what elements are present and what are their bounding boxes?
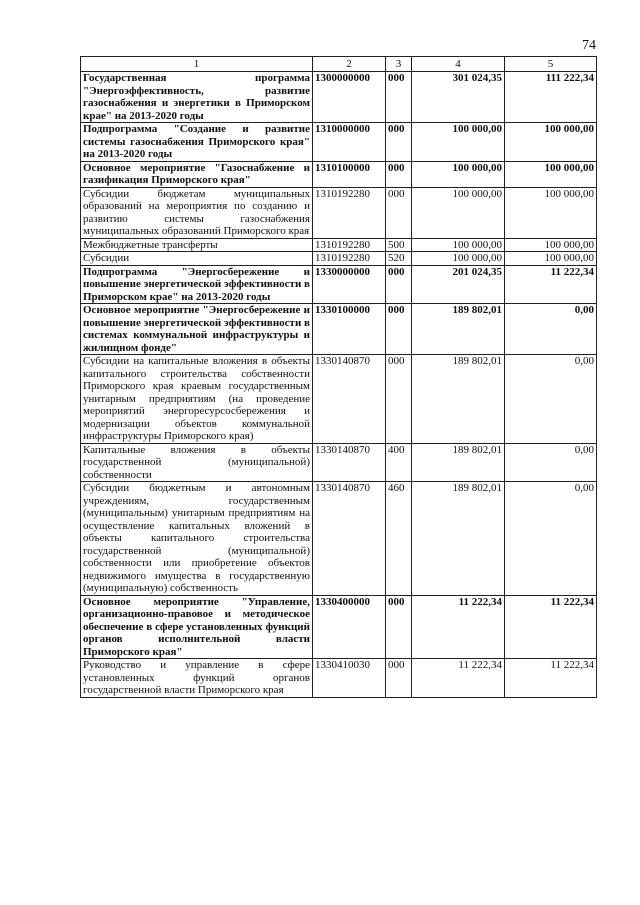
expense-type: 460 [386,482,412,596]
budget-table [80,56,597,698]
table-row [81,659,597,698]
expense-type: 000 [386,355,412,444]
amount-col5: 111 222,34 [505,72,597,123]
target-code: 1330400000 [313,595,386,659]
expense-type: 500 [386,238,412,252]
amount-col4: 100 000,00 [412,123,505,162]
expense-type: 000 [386,265,412,304]
target-code: 1330140870 [313,443,386,482]
item-name: Субсидии на капитальные вложения в объекты капитального строительства собственности Приморского края краевым государственным унитарным предприятиям (на проведение мероприятий энергоресурсосбережения и модернизации объектов коммунальной инфраструктуры Приморского края) [81,355,313,444]
amount-col5: 11 222,34 [505,595,597,659]
amount-col4: 100 000,00 [412,187,505,238]
target-code: 1330140870 [313,355,386,444]
target-code: 1310192280 [313,238,386,252]
target-code: 1310000000 [313,123,386,162]
amount-col5: 11 222,34 [505,659,597,698]
item-name: Основное мероприятие "Управление, организационно-правовое и методическое обеспечение в сфере установленных функций органов исполнительной власти Приморского края" [81,595,313,659]
amount-col5: 100 000,00 [505,252,597,266]
item-name: Подпрограмма "Энергосбережение и повышение энергетической эффективности в Приморском крае" на 2013-2020 годы [81,265,313,304]
amount-col5: 0,00 [505,482,597,596]
table-row [81,161,597,187]
table-row [81,123,597,162]
table-row [81,265,597,304]
column-header: 3 [386,57,412,72]
amount-col5: 100 000,00 [505,238,597,252]
table-row [81,443,597,482]
expense-type: 000 [386,123,412,162]
amount-col4: 201 024,35 [412,265,505,304]
expense-type: 000 [386,304,412,355]
target-code: 1330140870 [313,482,386,596]
item-name: Субсидии бюджетам муниципальных образований на мероприятия по созданию и развитию системы газоснабжения муниципальных образований Приморского края [81,187,313,238]
expense-type: 000 [386,161,412,187]
amount-col4: 301 024,35 [412,72,505,123]
column-header: 4 [412,57,505,72]
expense-type: 400 [386,443,412,482]
table-row [81,187,597,238]
amount-col5: 11 222,34 [505,265,597,304]
table-row [81,482,597,596]
item-name: Субсидии бюджетным и автономным учреждениям, государственным (муниципальным) унитарным предприятиям на осуществление капитальных вложений в объекты капитального строительства государственной (муниципальной) собственности или приобретение объектов недвижимого имущества в государственную (муниципальную) собственность [81,482,313,596]
expense-type: 000 [386,187,412,238]
amount-col4: 11 222,34 [412,595,505,659]
amount-col5: 100 000,00 [505,161,597,187]
item-name: Государственная программа "Энергоэффективность, развитие газоснабжения и энергетики в Приморском крае" на 2013-2020 годы [81,72,313,123]
header-row [81,57,597,72]
item-name: Подпрограмма "Создание и развитие системы газоснабжения Приморского края" на 2013-2020 годы [81,123,313,162]
table-row [81,304,597,355]
amount-col4: 189 802,01 [412,443,505,482]
expense-type: 000 [386,659,412,698]
amount-col5: 100 000,00 [505,187,597,238]
item-name: Субсидии [81,252,313,266]
target-code: 1310192280 [313,187,386,238]
item-name: Руководство и управление в сфере установленных функций органов государственной власти Приморского края [81,659,313,698]
table-row [81,238,597,252]
amount-col5: 0,00 [505,304,597,355]
amount-col4: 100 000,00 [412,238,505,252]
target-code: 1330100000 [313,304,386,355]
amount-col4: 100 000,00 [412,161,505,187]
column-header: 1 [81,57,313,72]
amount-col4: 189 802,01 [412,304,505,355]
expense-type: 520 [386,252,412,266]
target-code: 1330410030 [313,659,386,698]
item-name: Основное мероприятие "Газоснабжение и газификация Приморского края" [81,161,313,187]
amount-col5: 0,00 [505,355,597,444]
target-code: 1330000000 [313,265,386,304]
table-row [81,72,597,123]
amount-col4: 189 802,01 [412,355,505,444]
amount-col4: 100 000,00 [412,252,505,266]
page-number: 74 [582,38,596,53]
table-row [81,252,597,266]
item-name: Капитальные вложения в объекты государственной (муниципальной) собственности [81,443,313,482]
target-code: 1310192280 [313,252,386,266]
amount-col4: 11 222,34 [412,659,505,698]
amount-col5: 100 000,00 [505,123,597,162]
item-name: Межбюджетные трансферты [81,238,313,252]
column-header: 5 [505,57,597,72]
item-name: Основное мероприятие "Энергосбережение и повышение энергетической эффективности в системах коммунальной инфраструктуры и жилищном фонде" [81,304,313,355]
expense-type: 000 [386,595,412,659]
target-code: 1300000000 [313,72,386,123]
table-row [81,595,597,659]
expense-type: 000 [386,72,412,123]
column-header: 2 [313,57,386,72]
amount-col5: 0,00 [505,443,597,482]
table-row [81,355,597,444]
target-code: 1310100000 [313,161,386,187]
amount-col4: 189 802,01 [412,482,505,596]
